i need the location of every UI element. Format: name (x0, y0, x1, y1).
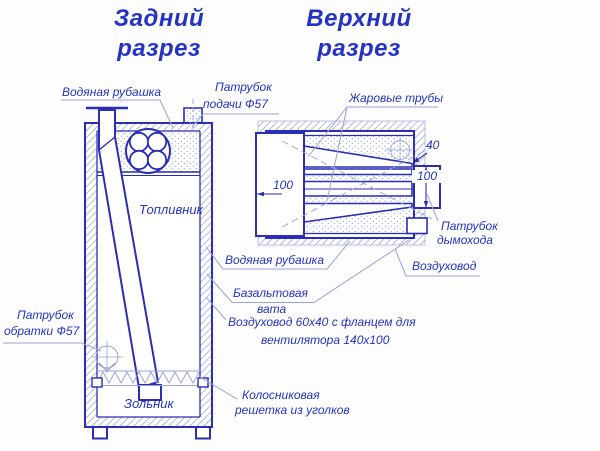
label-supply-pipe-line2: подачи Ф57 (203, 97, 268, 111)
label-air-duct-note-line1: Воздуховод 60х40 с фланцем для (228, 315, 416, 329)
dim-outlet-height: 100 (412, 170, 442, 183)
label-chimney-pipe-line1: Патрубок (441, 219, 498, 233)
foot-right (196, 427, 210, 439)
wall-cap-left (92, 378, 102, 387)
label-return-pipe-line1: Патрубок (17, 308, 74, 322)
label-fire-tubes: Жаровые трубы (349, 91, 444, 105)
label-water-jacket-rear: Водяная рубашка (62, 85, 162, 99)
dim-wall: 40 (426, 138, 440, 152)
label-water-jacket-top-view: Водяная рубашка (225, 253, 325, 267)
air-duct-notch (407, 218, 427, 234)
label-basalt-wool-line1: Базальтовая (233, 286, 308, 300)
rear-view-drawing (85, 99, 212, 439)
label-return-pipe-line2: обратки Ф57 (4, 324, 80, 338)
title-rear-line2: разрез (117, 35, 201, 62)
title-rear-line1: Задний (113, 5, 205, 32)
label-chimney-pipe-line2: дымохода (437, 233, 493, 247)
label-supply-pipe-line1: Патрубок (215, 80, 272, 94)
label-air-duct-note-line2: вентилятора 140х100 (261, 333, 390, 347)
fire-tube-bundle (126, 129, 170, 173)
foot-left (93, 427, 107, 439)
title-top-line1: Верхний (306, 5, 412, 32)
title-top-section (297, 4, 421, 64)
label-firebox: Топливник (139, 202, 203, 217)
label-air-duct: Воздуховод (412, 259, 477, 273)
label-grate-line1: Колосниковая (242, 388, 320, 402)
label-basalt-wool-line2: вата (257, 302, 287, 316)
title-rear-section (93, 4, 225, 64)
label-grate-line2: решетка из уголков (235, 403, 350, 417)
label-ash-pan: Зольник (124, 396, 174, 411)
title-top-line2: разрез (317, 35, 401, 62)
dim-left-block-width: 100 (272, 178, 294, 192)
